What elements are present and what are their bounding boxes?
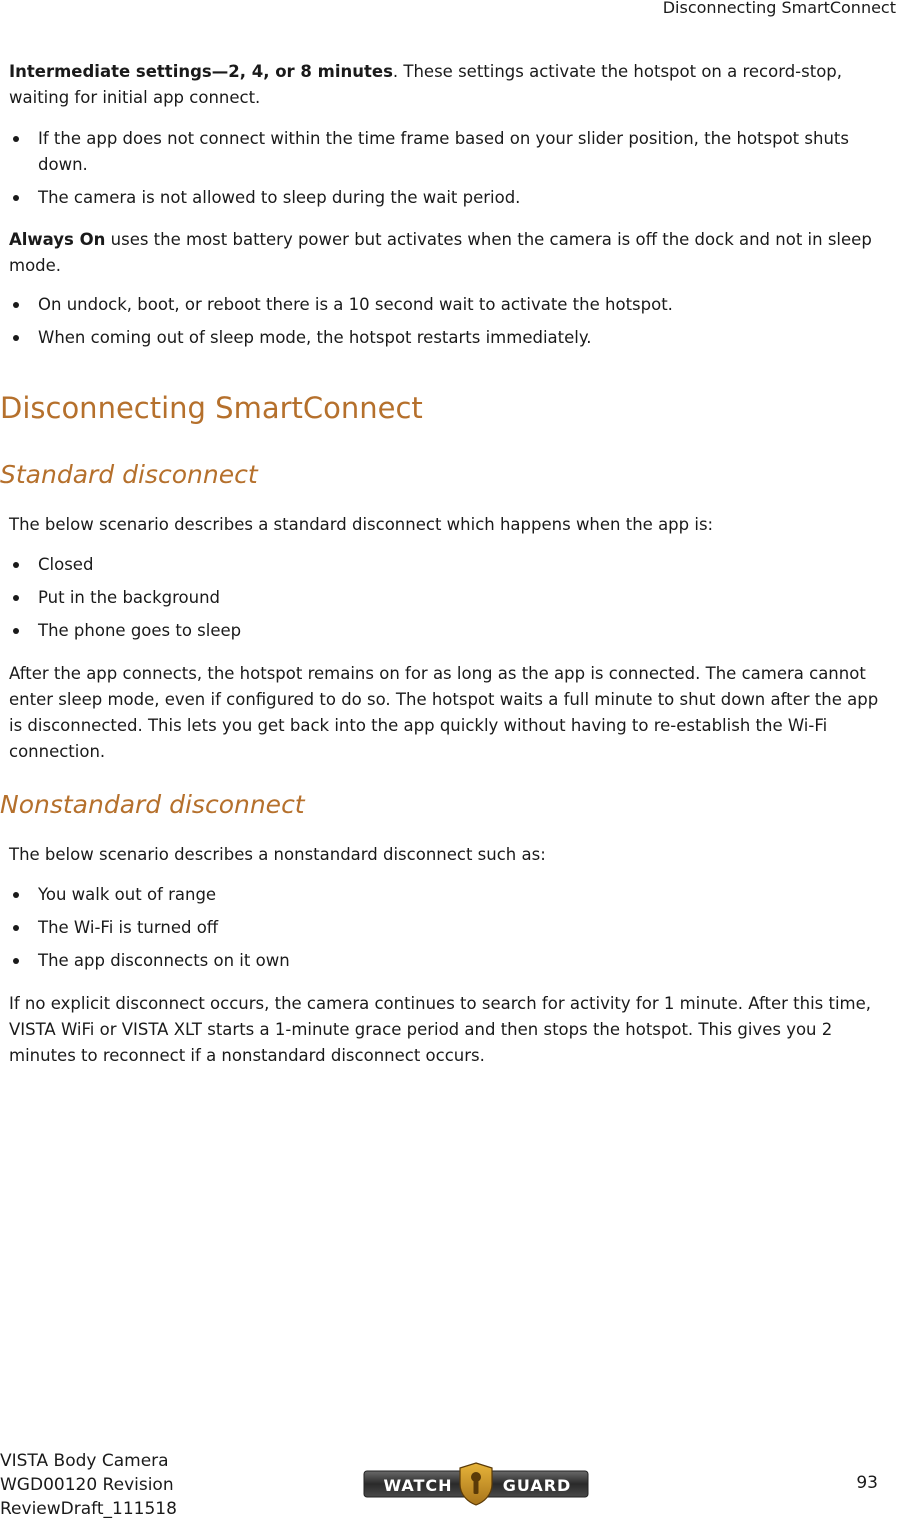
always-on-bullet-list (0, 292, 880, 351)
list-item (0, 325, 880, 351)
intermediate-paragraph (9, 59, 887, 111)
always-on-paragraph (9, 227, 887, 279)
nonstandard-intro: The below scenario describes a nonstandard disconnect such as: (9, 845, 546, 864)
list-item-text: The app disconnects on it own (38, 951, 290, 970)
list-item-text: The phone goes to sleep (38, 621, 242, 640)
bullet-icon (13, 335, 19, 341)
footer-product-name: VISTA Body Camera (0, 1451, 169, 1471)
bullet-icon (13, 136, 19, 142)
section-title: Disconnecting SmartConnect (0, 391, 423, 425)
running-header-title: Disconnecting SmartConnect (662, 0, 896, 17)
footer-revision: WGD00120 Revision (0, 1475, 174, 1495)
standard-body: After the app connects, the hotspot remains on for as long as the app is connected. The camera cannot enter sleep mode, even if configured to do so. The hotspot waits a full minute to shut down after the app is disconnected. This lets you get back into the app quickly without having to re-establish the Wi-Fi connection. (9, 664, 879, 761)
always-on-term: Always On (9, 230, 106, 249)
list-item-text: Closed (38, 555, 94, 574)
intermediate-description: . These settings activate the hotspot on a record-stop, waiting for initial app connect. (9, 62, 843, 107)
list-item (0, 618, 880, 644)
watchguard-logo (362, 1462, 590, 1506)
list-item-text: On undock, boot, or reboot there is a 10 second wait to activate the hotspot. (38, 295, 673, 314)
standard-intro: The below scenario describes a standard disconnect which happens when the app is: (9, 515, 714, 534)
page-number: 93 (856, 1473, 878, 1493)
list-item (0, 126, 880, 178)
nonstandard-disconnect-heading: Nonstandard disconnect (0, 790, 305, 819)
list-item (0, 882, 880, 908)
bullet-icon (13, 958, 19, 964)
list-item-text: Put in the background (38, 588, 221, 607)
footer-draft-id: ReviewDraft_111518 (0, 1499, 177, 1519)
list-item (0, 185, 880, 211)
list-item-text: You walk out of range (38, 885, 217, 904)
bullet-icon (13, 302, 19, 308)
logo-text-right: GUARD (502, 1476, 572, 1495)
bullet-icon (13, 628, 19, 634)
standard-bullet-list (0, 552, 880, 644)
bullet-icon (13, 562, 19, 568)
list-item (0, 948, 880, 974)
list-item (0, 585, 880, 611)
bullet-icon (13, 195, 19, 201)
intermediate-bullet-list (0, 126, 880, 211)
list-item (0, 292, 880, 318)
list-item-text: If the app does not connect within the time frame based on your slider position, the hotspot shuts down. (38, 129, 849, 174)
list-item (0, 915, 880, 941)
list-item-text: When coming out of sleep mode, the hotspot restarts immediately. (38, 328, 592, 347)
list-item (0, 552, 880, 578)
bullet-icon (13, 595, 19, 601)
bullet-icon (13, 925, 19, 931)
always-on-description: uses the most battery power but activates when the camera is off the dock and not in sleep mode. (9, 230, 872, 275)
intermediate-term: Intermediate settings—2, 4, or 8 minutes (9, 62, 393, 81)
bullet-icon (13, 892, 19, 898)
list-item-text: The camera is not allowed to sleep during the wait period. (38, 188, 521, 207)
list-item-text: The Wi-Fi is turned off (38, 918, 219, 937)
logo-text-left: WATCH (383, 1476, 453, 1495)
nonstandard-bullet-list (0, 882, 880, 974)
nonstandard-body: If no explicit disconnect occurs, the camera continues to search for activity for 1 minute. After this time, VISTA WiFi or VISTA XLT starts a 1-minute grace period and then stops the hotspot. This gives you 2 minutes to reconnect if a nonstandard disconnect occurs. (9, 994, 872, 1065)
standard-disconnect-heading: Standard disconnect (0, 460, 258, 489)
footer-document-info (0, 1449, 177, 1521)
